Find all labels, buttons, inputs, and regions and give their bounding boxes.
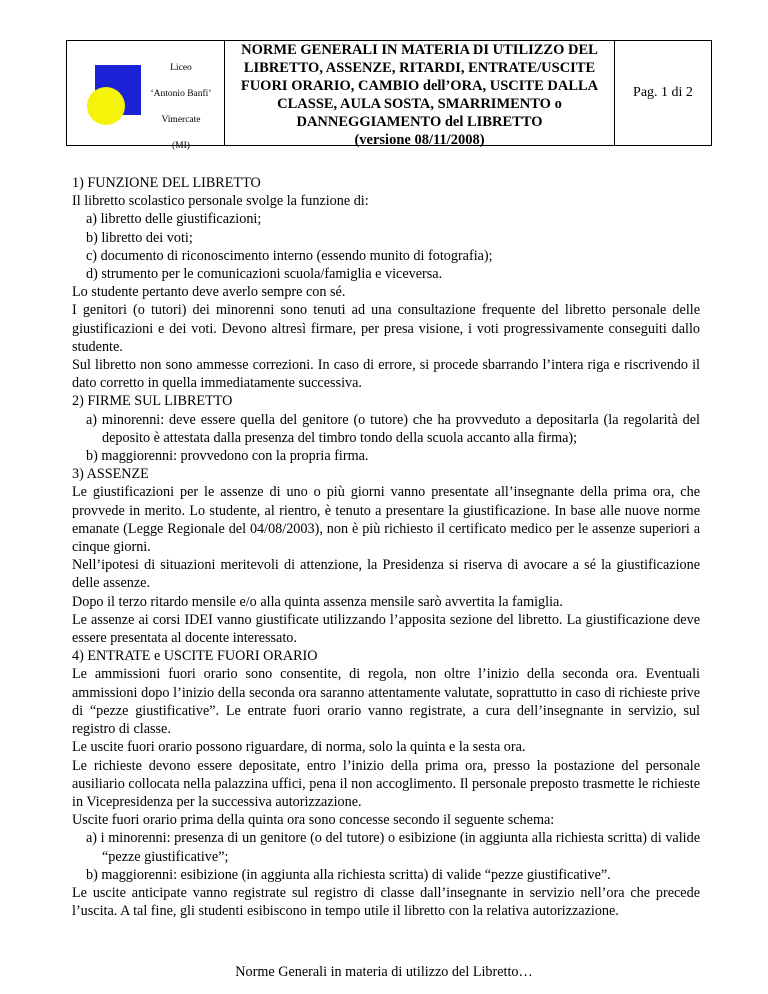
title-line-2: LIBRETTO, ASSENZE, RITARDI, ENTRATE/USCITE: [243, 60, 596, 76]
title-version: (versione 08/11/2008): [354, 132, 485, 148]
section-3-paragraph-4: Le assenze ai corsi IDEI vanno giustificate utilizzando l’apposita sezione del libretto. La giustificazione deve essere presentata al docente interessato.: [72, 611, 700, 647]
section-2-item-b: b) maggiorenni: provvedono con la propria firma.: [86, 448, 369, 465]
school-name: [139, 55, 223, 159]
section-1-item-a: a) libretto delle giustificazioni;: [86, 211, 262, 228]
section-2-title: 2) FIRME SUL LIBRETTO: [72, 393, 233, 410]
section-1-paragraph-3: Sul libretto non sono ammesse correzioni. In caso di errore, si procede sbarrando l’intera riga e riscrivendo il dato corretto in quella immediatamente successiva.: [72, 357, 700, 392]
page-number: Pag. 1 di 2: [633, 85, 693, 100]
section-4-paragraph-2: Le uscite fuori orario possono riguardare, di norma, solo la quinta e la sesta ora.: [72, 739, 526, 756]
school-line-3: Vimercate: [161, 115, 201, 125]
title-line-4: CLASSE, AULA SOSTA, SMARRIMENTO o: [277, 96, 562, 112]
page-footer: Norme Generali in materia di utilizzo del Libretto…: [235, 964, 533, 980]
school-logo-cell: [67, 41, 225, 151]
title-line-5: DANNEGGIAMENTO del LIBRETTO: [296, 114, 543, 130]
section-4-paragraph-1: Le ammissioni fuori orario sono consentite, di regola, non oltre l’inizio della seconda ora. Eventuali ammissioni dopo l’inizio della seconda ora saranno attentamente valutate, soprattutto in caso di richieste prive di “pezze giustificative”. Le entrate fuori orario vanno registrate, a cura dell’insegnante in servizio, sul registro di classe.: [72, 666, 700, 738]
document-body: [72, 174, 700, 920]
document-header: [66, 40, 712, 151]
school-logo: [87, 65, 143, 125]
section-4-item-a: a) i minorenni: presenza di un genitore (o del tutore) o esibizione (in aggiunta alla richiesta scritta) di valide “pezze giustificative”;: [86, 830, 700, 865]
school-line-4: (MI): [172, 141, 190, 151]
section-4-paragraph-3: Le richieste devono essere depositate, entro l’inizio della prima ora, presso la postazione del personale ausiliario collocata nella palazzina uffici, pena il non accoglimento. Il personale preposto trasmette le richieste in Vicepresidenza per la successiva autorizzazione.: [72, 757, 700, 810]
section-1-item-b: b) libretto dei voti;: [86, 229, 193, 246]
section-1-title: 1) FUNZIONE DEL LIBRETTO: [72, 175, 261, 191]
section-4-paragraph-5: Le uscite anticipate vanno registrate sul registro di classe dall’insegnante in servizio nell’ora che precede l’uscita. A tal fine, gli studenti esibiscono in tempo utile il libretto con la relativa autorizzazione.: [72, 884, 700, 920]
school-line-2: ‘Antonio Banfi’: [150, 89, 212, 99]
section-1-paragraph-1: Lo studente pertanto deve averlo sempre con sé.: [72, 284, 346, 301]
section-3-title: 3) ASSENZE: [72, 466, 149, 483]
title-line-3: FUORI ORARIO, CAMBIO dell’ORA, USCITE DALLA: [240, 78, 599, 94]
section-1-item-d: d) strumento per le comunicazioni scuola/famiglia e viceversa.: [86, 266, 443, 283]
section-4-item-b: b) maggiorenni: esibizione (in aggiunta alla richiesta scritta) di valide “pezze giustificative”.: [86, 866, 611, 883]
section-1-intro: Il libretto scolastico personale svolge la funzione di:: [72, 193, 369, 210]
section-3-paragraph-3: Dopo il terzo ritardo mensile e/o alla quinta assenza mensile sarò avvertita la famiglia.: [72, 593, 563, 610]
section-2-item-a: a) minorenni: deve essere quella del genitore (o tutore) che ha provveduto a depositarla (la regolarità del deposito è attestata dalla presenza del timbro tondo della scuola accanto alla firma);: [86, 411, 700, 446]
section-3-paragraph-2: Nell’ipotesi di situazioni meritevoli di attenzione, la Presidenza si riserva di avocare a sé la giustificazione delle assenze.: [72, 557, 700, 592]
school-line-1: Liceo: [170, 63, 192, 73]
section-4-title: 4) ENTRATE e USCITE FUORI ORARIO: [72, 648, 318, 665]
section-1-item-c: c) documento di riconoscimento interno (essendo munito di fotografia);: [86, 247, 493, 264]
logo-yellow-circle: [87, 87, 125, 125]
section-4-paragraph-4: Uscite fuori orario prima della quinta ora sono concesse secondo il seguente schema:: [72, 812, 555, 829]
document-title: [225, 41, 615, 148]
title-line-1: NORME GENERALI IN MATERIA DI UTILIZZO DEL: [241, 42, 598, 58]
section-1-paragraph-2: I genitori (o tutori) dei minorenni sono tenuti ad una consultazione frequente del libretto personale delle giustificazioni e dei voti. Devono altresì firmare, per presa visione, i voti progressivamente conseguiti dallo studente.: [72, 302, 700, 355]
section-3-paragraph-1: Le giustificazioni per le assenze di uno o più giorni vanno presentate all’insegnante della prima ora, che provvede in merito. Lo studente, al rientro, è tenuto a presentare la giustificazione. In base alle nuove norme emanate (Legge Regionale del 04/08/2003), non è più richiesto il certificato medico per le assenze superiori a cinque giorni.: [72, 484, 700, 556]
